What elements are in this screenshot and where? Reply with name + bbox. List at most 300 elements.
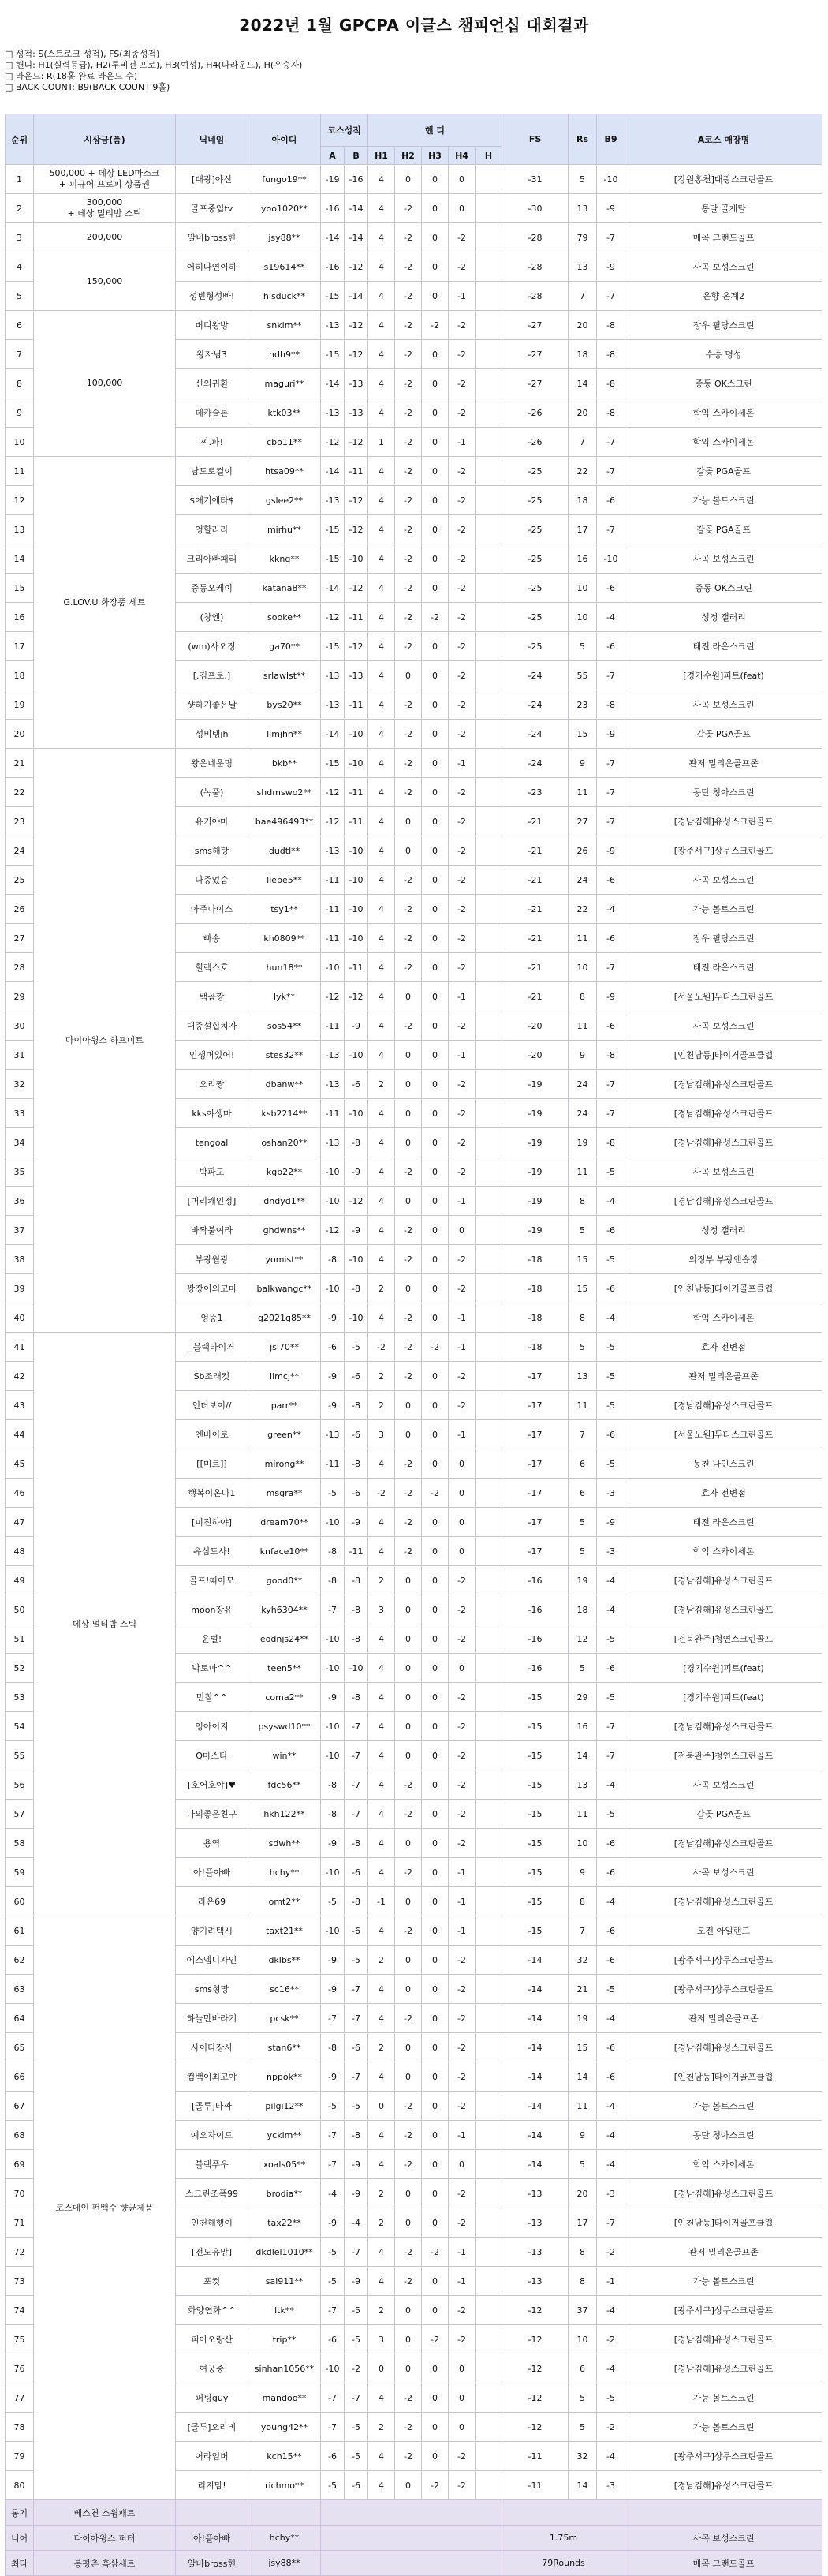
cell-fs: -17: [502, 1479, 569, 1508]
cell-rank: 73: [6, 2267, 34, 2296]
cell-id: kch15**: [248, 2442, 321, 2471]
cell-nickname: 행복이온다1: [176, 1479, 248, 1508]
cell-fs: -15: [502, 1770, 569, 1800]
cell-fs: -17: [502, 1537, 569, 1566]
cell-h3: 0: [422, 515, 449, 544]
award-label: 최다: [6, 2551, 34, 2576]
cell-id: kyh6304**: [248, 1595, 321, 1624]
award-store: [625, 2500, 822, 2526]
award-prize: 봉평촌 흑삼세트: [34, 2551, 176, 2576]
cell-b9: -3: [597, 2471, 625, 2500]
cell-id: richmo**: [248, 2471, 321, 2500]
cell-fs: -13: [502, 2208, 569, 2238]
cell-h3: 0: [422, 2267, 449, 2296]
cell-b: -9: [345, 2150, 368, 2179]
cell-fs: -20: [502, 1041, 569, 1070]
cell-h1: 4: [368, 1245, 395, 1274]
cell-rs: 15: [569, 720, 597, 749]
cell-h1: 4: [368, 2442, 395, 2471]
cell-h3: 0: [422, 1157, 449, 1187]
cell-h2: -2: [395, 1245, 422, 1274]
cell-a: -6: [321, 2442, 345, 2471]
cell-rs: 8: [569, 1303, 597, 1333]
cell-rs: 24: [569, 1070, 597, 1099]
cell-store: 갈곶 PGA골프: [625, 515, 822, 544]
cell-h: [476, 1479, 502, 1508]
cell-h4: -2: [449, 398, 476, 428]
cell-store: 학익 스카이세본: [625, 428, 822, 457]
cell-h2: -2: [395, 223, 422, 252]
cell-b: -6: [345, 1420, 368, 1449]
header-h2: H2: [395, 147, 422, 165]
cell-nickname: 오리짱: [176, 1070, 248, 1099]
cell-rs: 10: [569, 2325, 597, 2354]
cell-b9: -5: [597, 1800, 625, 1829]
cell-h4: -2: [449, 574, 476, 603]
cell-fs: -16: [502, 1595, 569, 1624]
cell-rank: 52: [6, 1654, 34, 1683]
cell-h3: 0: [422, 1391, 449, 1420]
cell-h2: -2: [395, 1479, 422, 1508]
cell-fs: -14: [502, 2121, 569, 2150]
cell-b9: -10: [597, 544, 625, 574]
cell-h4: -2: [449, 690, 476, 720]
cell-nickname: $애기애타$: [176, 486, 248, 515]
cell-store: [경남김해]유성스크린골프: [625, 2471, 822, 2500]
cell-nickname: 버디왕방: [176, 311, 248, 340]
cell-rs: 16: [569, 1712, 597, 1741]
cell-b9: -5: [597, 1624, 625, 1654]
cell-rs: 22: [569, 895, 597, 924]
cell-nickname: 쌍장이의고마: [176, 1274, 248, 1303]
cell-h2: 0: [395, 2471, 422, 2500]
cell-a: -11: [321, 895, 345, 924]
cell-nickname: 양기려택시: [176, 1916, 248, 1946]
cell-b: -11: [345, 457, 368, 486]
cell-id: limjhh**: [248, 720, 321, 749]
cell-h: [476, 1741, 502, 1770]
cell-rank: 16: [6, 603, 34, 632]
cell-h: [476, 1362, 502, 1391]
cell-b9: -10: [597, 165, 625, 194]
cell-h4: 0: [449, 2413, 476, 2442]
cell-rs: 24: [569, 866, 597, 895]
cell-b: -12: [345, 574, 368, 603]
cell-h4: 0: [449, 1216, 476, 1245]
cell-b9: -6: [597, 1829, 625, 1858]
cell-h2: 0: [395, 2354, 422, 2383]
cell-h4: -2: [449, 2325, 476, 2354]
cell-a: -7: [321, 2121, 345, 2150]
cell-rank: 27: [6, 924, 34, 953]
cell-store: 태전 라운스크린: [625, 1508, 822, 1537]
cell-h1: 4: [368, 1216, 395, 1245]
cell-rs: 5: [569, 632, 597, 661]
cell-id: ktk03**: [248, 398, 321, 428]
cell-a: -15: [321, 282, 345, 311]
cell-store: 학익 스카이세본: [625, 2150, 822, 2179]
cell-store: 중동 OK스크린: [625, 574, 822, 603]
cell-fs: -21: [502, 982, 569, 1011]
cell-id: hdh9**: [248, 340, 321, 369]
cell-id: mirong**: [248, 1449, 321, 1479]
cell-rank: 43: [6, 1391, 34, 1420]
table-row: [6, 1333, 822, 1362]
cell-b: -13: [345, 398, 368, 428]
cell-a: -14: [321, 574, 345, 603]
cell-h1: 4: [368, 2238, 395, 2267]
cell-h2: 0: [395, 1887, 422, 1916]
cell-h1: 2: [368, 1946, 395, 1975]
cell-fs: -12: [502, 2413, 569, 2442]
cell-b: -6: [345, 1362, 368, 1391]
cell-rs: 5: [569, 2150, 597, 2179]
cell-h4: -2: [449, 515, 476, 544]
cell-store: [광주서구]상무스크린골프: [625, 2442, 822, 2471]
cell-id: jsy88**: [248, 223, 321, 252]
cell-nickname: 골프중입tv: [176, 194, 248, 223]
cell-store: 장우 필당스크린: [625, 924, 822, 953]
cell-id: sdwh**: [248, 1829, 321, 1858]
cell-h2: -2: [395, 866, 422, 895]
cell-a: -14: [321, 369, 345, 398]
cell-h1: -2: [368, 1333, 395, 1362]
cell-h4: -2: [449, 1946, 476, 1975]
cell-h: [476, 1887, 502, 1916]
prize-cell: [34, 1333, 176, 1916]
cell-h: [476, 866, 502, 895]
cell-id: pilgi12**: [248, 2092, 321, 2121]
cell-h3: 0: [422, 2150, 449, 2179]
cell-h4: -2: [449, 2471, 476, 2500]
award-nickname: 아!플아빠: [176, 2526, 248, 2551]
cell-nickname: (wm)사오정: [176, 632, 248, 661]
cell-a: -12: [321, 1216, 345, 1245]
cell-nickname: 대중설힙치자: [176, 1011, 248, 1041]
cell-a: -14: [321, 457, 345, 486]
cell-store: 가능 볼트스크린: [625, 2092, 822, 2121]
cell-id: sos54**: [248, 1011, 321, 1041]
cell-nickname: 바짝붙여라: [176, 1216, 248, 1245]
cell-fs: -26: [502, 428, 569, 457]
cell-h: [476, 924, 502, 953]
prize-line: 300,000: [86, 197, 123, 208]
cell-rank: 22: [6, 778, 34, 807]
cell-h1: 0: [368, 2354, 395, 2383]
cell-rs: 9: [569, 1041, 597, 1070]
cell-store: [강원홍천]대광스크린골프: [625, 165, 822, 194]
cell-rank: 12: [6, 486, 34, 515]
cell-rank: 2: [6, 194, 34, 223]
cell-h2: 0: [395, 2179, 422, 2208]
cell-rank: 75: [6, 2325, 34, 2354]
cell-rank: 49: [6, 1566, 34, 1595]
prize-cell: [34, 223, 176, 252]
header-h4: H4: [449, 147, 476, 165]
cell-a: -9: [321, 1303, 345, 1333]
cell-h: [476, 252, 502, 282]
cell-store: 동천 나인스크린: [625, 1449, 822, 1479]
cell-nickname: 아!플아빠: [176, 1858, 248, 1887]
cell-fs: -12: [502, 2325, 569, 2354]
cell-h4: -2: [449, 252, 476, 282]
cell-store: [경기수원]피트(feat): [625, 661, 822, 690]
cell-a: -16: [321, 252, 345, 282]
cell-h: [476, 1187, 502, 1216]
cell-h: [476, 603, 502, 632]
cell-h2: 0: [395, 1566, 422, 1595]
cell-fs: -19: [502, 1157, 569, 1187]
cell-b: -5: [345, 2413, 368, 2442]
cell-store: 학익 스카이세본: [625, 1303, 822, 1333]
cell-h4: -2: [449, 1011, 476, 1041]
cell-a: -7: [321, 2296, 345, 2325]
cell-b9: -1: [597, 2267, 625, 2296]
cell-h3: 0: [422, 1508, 449, 1537]
cell-b9: -7: [597, 778, 625, 807]
cell-rs: 11: [569, 1800, 597, 1829]
cell-h: [476, 720, 502, 749]
cell-h2: -2: [395, 690, 422, 720]
cell-fs: -28: [502, 223, 569, 252]
cell-id: xoals05**: [248, 2150, 321, 2179]
cell-store: [인천남동]타이거골프클럽: [625, 1274, 822, 1303]
cell-id: yomist**: [248, 1245, 321, 1274]
cell-h1: 4: [368, 282, 395, 311]
cell-a: -11: [321, 866, 345, 895]
cell-h1: 4: [368, 1187, 395, 1216]
cell-store: 중동 OK스크린: [625, 369, 822, 398]
cell-b: -8: [345, 1595, 368, 1624]
cell-h3: 0: [422, 1303, 449, 1333]
cell-b: -5: [345, 1946, 368, 1975]
cell-h2: -2: [395, 574, 422, 603]
cell-h2: 0: [395, 1099, 422, 1128]
cell-h: [476, 1508, 502, 1537]
cell-fs: -15: [502, 1683, 569, 1712]
cell-b: -12: [345, 515, 368, 544]
cell-h: [476, 2208, 502, 2238]
cell-h1: 4: [368, 515, 395, 544]
cell-rank: 53: [6, 1683, 34, 1712]
cell-h3: 0: [422, 1800, 449, 1829]
cell-h4: -2: [449, 807, 476, 836]
cell-fs: -12: [502, 2354, 569, 2383]
cell-fs: -15: [502, 1800, 569, 1829]
cell-h1: 4: [368, 2004, 395, 2033]
cell-rank: 80: [6, 2471, 34, 2500]
cell-h2: 0: [395, 1274, 422, 1303]
cell-h1: 4: [368, 165, 395, 194]
cell-fs: -15: [502, 1916, 569, 1946]
cell-nickname: 블랙푸우: [176, 2150, 248, 2179]
header-course-score: 코스성적: [321, 114, 368, 147]
legend-note-score: □ 성적: S(스트로크 성적), FS(최종성적): [5, 49, 160, 59]
cell-fs: -12: [502, 2383, 569, 2413]
cell-store: 가능 볼트스크린: [625, 486, 822, 515]
cell-h3: 0: [422, 2354, 449, 2383]
cell-h1: 4: [368, 1157, 395, 1187]
cell-store: 모전 아일랜드: [625, 1916, 822, 1946]
cell-rank: 34: [6, 1128, 34, 1157]
cell-b9: -8: [597, 1128, 625, 1157]
cell-fs: -15: [502, 1858, 569, 1887]
cell-rs: 7: [569, 1420, 597, 1449]
cell-h1: 4: [368, 1741, 395, 1770]
cell-b9: -7: [597, 807, 625, 836]
cell-rs: 8: [569, 982, 597, 1011]
cell-b: -10: [345, 720, 368, 749]
cell-h3: 0: [422, 369, 449, 398]
cell-h3: 0: [422, 282, 449, 311]
cell-a: -9: [321, 1683, 345, 1712]
cell-b9: -8: [597, 340, 625, 369]
cell-h1: 3: [368, 1420, 395, 1449]
cell-fs: -24: [502, 749, 569, 778]
cell-rank: 17: [6, 632, 34, 661]
cell-store: [경남김해]유성스크린골프: [625, 2179, 822, 2208]
prize-cell: [34, 457, 176, 749]
cell-h: [476, 1303, 502, 1333]
cell-h: [476, 1011, 502, 1041]
cell-id: omt2**: [248, 1887, 321, 1916]
cell-h: [476, 2471, 502, 2500]
cell-rs: 11: [569, 778, 597, 807]
cell-nickname: 백곰짱: [176, 982, 248, 1011]
cell-nickname: 아주나이스: [176, 895, 248, 924]
cell-store: [경남김해]유성스크린골프: [625, 1566, 822, 1595]
cell-b9: -7: [597, 1099, 625, 1128]
cell-h: [476, 1420, 502, 1449]
cell-b9: -3: [597, 1537, 625, 1566]
cell-h4: -2: [449, 866, 476, 895]
cell-h1: 4: [368, 1508, 395, 1537]
cell-h: [476, 778, 502, 807]
cell-h3: 0: [422, 1829, 449, 1858]
cell-h: [476, 690, 502, 720]
cell-nickname: 에스엠디자인: [176, 1946, 248, 1975]
cell-b9: -7: [597, 2208, 625, 2238]
cell-id: hisduck**: [248, 282, 321, 311]
cell-b9: -4: [597, 1770, 625, 1800]
cell-h2: -2: [395, 1800, 422, 1829]
cell-fs: -21: [502, 866, 569, 895]
cell-nickname: 용역: [176, 1829, 248, 1858]
cell-fs: -21: [502, 895, 569, 924]
cell-h3: 0: [422, 2413, 449, 2442]
cell-h4: -2: [449, 661, 476, 690]
cell-h4: 0: [449, 2354, 476, 2383]
cell-nickname: 알바bross헌: [176, 223, 248, 252]
cell-store: 사곡 보성스크린: [625, 544, 822, 574]
cell-store: [경남김해]유성스크린골프: [625, 1070, 822, 1099]
cell-fs: -25: [502, 486, 569, 515]
cell-h1: 4: [368, 778, 395, 807]
cell-h1: 4: [368, 1303, 395, 1333]
cell-h: [476, 2238, 502, 2267]
cell-id: sinhan1056**: [248, 2354, 321, 2383]
cell-h2: -2: [395, 428, 422, 457]
cell-rank: 25: [6, 866, 34, 895]
cell-h2: -2: [395, 252, 422, 282]
cell-h3: 0: [422, 1741, 449, 1770]
cell-b: -11: [345, 953, 368, 982]
cell-h1: 4: [368, 1537, 395, 1566]
cell-b: -10: [345, 1099, 368, 1128]
cell-h2: -2: [395, 282, 422, 311]
cell-store: 관저 밀리온골프존: [625, 1362, 822, 1391]
header-rs: Rs: [569, 114, 597, 165]
cell-store: [인천남동]타이거골프클럽: [625, 1041, 822, 1070]
cell-h3: 0: [422, 1420, 449, 1449]
cell-h: [476, 2092, 502, 2121]
cell-a: -5: [321, 2092, 345, 2121]
cell-b9: -9: [597, 982, 625, 1011]
cell-h3: 0: [422, 836, 449, 866]
cell-a: -11: [321, 924, 345, 953]
cell-nickname: 크리아빠패리: [176, 544, 248, 574]
cell-a: -11: [321, 1449, 345, 1479]
cell-id: fungo19**: [248, 165, 321, 194]
cell-rank: 60: [6, 1887, 34, 1916]
cell-fs: -25: [502, 544, 569, 574]
cell-nickname: 인생머있어!: [176, 1041, 248, 1070]
cell-b9: -9: [597, 194, 625, 223]
prize-line: G.LOV.U 화장품 세트: [63, 596, 146, 608]
cell-h: [476, 2062, 502, 2092]
legend-note-round: □ 라운드: R(18홀 완료 라운드 수): [5, 71, 138, 81]
cell-a: -10: [321, 1157, 345, 1187]
cell-nickname: 힐렉스호: [176, 953, 248, 982]
cell-h3: 0: [422, 1128, 449, 1157]
cell-h2: 0: [395, 1654, 422, 1683]
cell-h4: -2: [449, 457, 476, 486]
cell-fs: -18: [502, 1303, 569, 1333]
cell-nickname: 어허다연이하: [176, 252, 248, 282]
cell-id: good0**: [248, 1566, 321, 1595]
cell-h3: 0: [422, 428, 449, 457]
cell-rs: 18: [569, 340, 597, 369]
cell-rank: 66: [6, 2062, 34, 2092]
cell-rank: 23: [6, 807, 34, 836]
cell-rs: 5: [569, 2383, 597, 2413]
header-nickname: 닉네임: [176, 114, 248, 165]
cell-store: [경남김해]유성스크린골프: [625, 1887, 822, 1916]
cell-h2: 0: [395, 1829, 422, 1858]
cell-id: liebe5**: [248, 866, 321, 895]
cell-h3: 0: [422, 1887, 449, 1916]
cell-id: sc16**: [248, 1975, 321, 2004]
cell-b9: -8: [597, 311, 625, 340]
cell-h3: 0: [422, 1070, 449, 1099]
cell-b9: -9: [597, 836, 625, 866]
cell-rs: 32: [569, 1946, 597, 1975]
cell-h2: -2: [395, 895, 422, 924]
cell-h1: 4: [368, 2471, 395, 2500]
cell-nickname: 화양연화^^: [176, 2296, 248, 2325]
cell-h2: -2: [395, 778, 422, 807]
cell-h2: 0: [395, 2325, 422, 2354]
cell-fs: -17: [502, 1362, 569, 1391]
cell-h4: 0: [449, 1508, 476, 1537]
cell-b: -10: [345, 836, 368, 866]
cell-nickname: 포컷: [176, 2267, 248, 2296]
prize-line: 다이아윙스 하프미트: [65, 1034, 144, 1045]
cell-id: parr**: [248, 1391, 321, 1420]
cell-h4: -2: [449, 778, 476, 807]
cell-store: [광주서구]상무스크린골프: [625, 1975, 822, 2004]
cell-h4: -2: [449, 1829, 476, 1858]
